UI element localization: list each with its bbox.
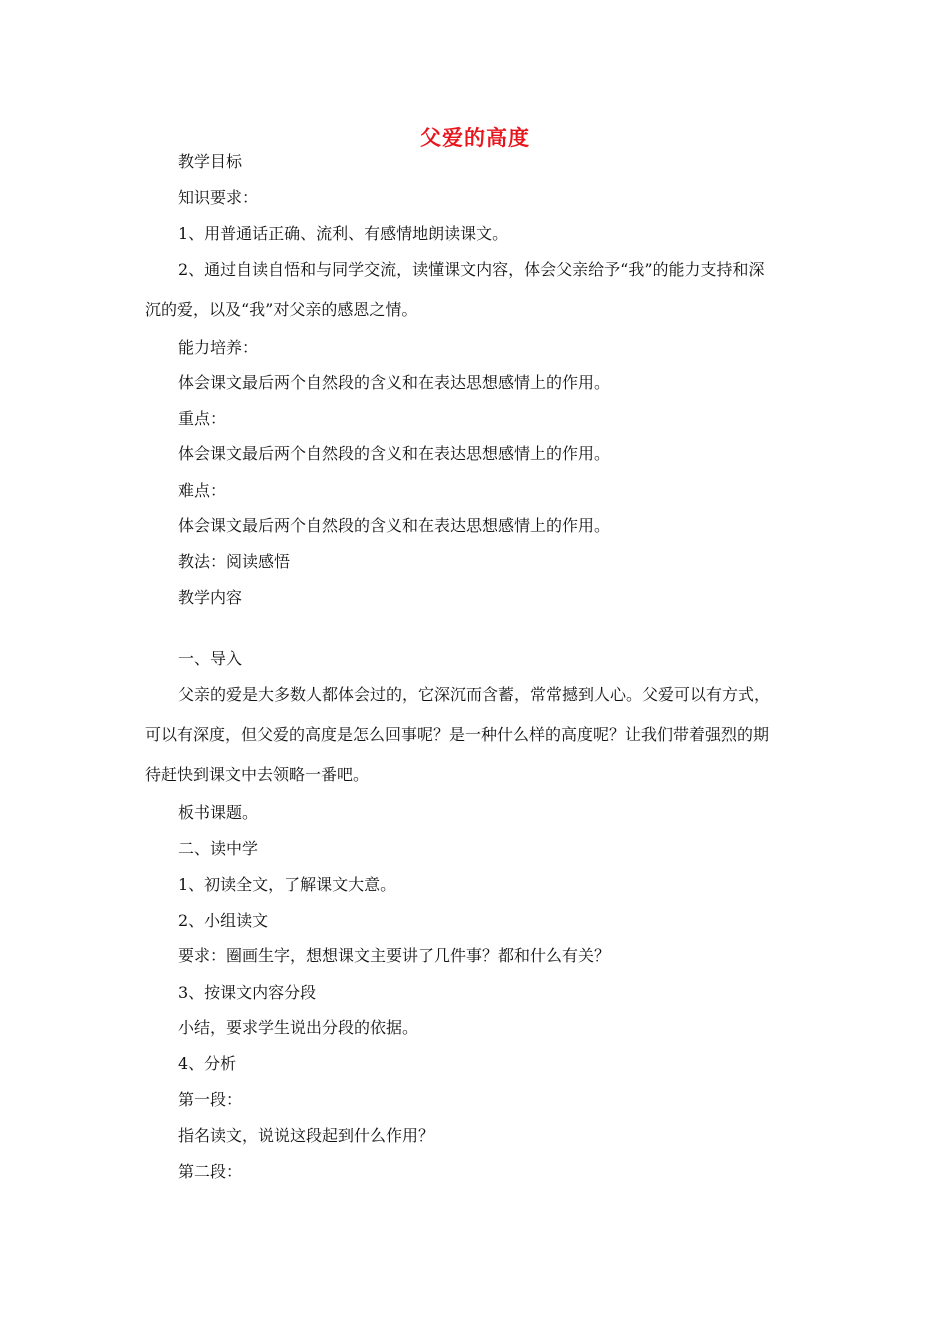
text-line: 教学目标: [178, 152, 243, 171]
text-line: 4、分析: [178, 1054, 237, 1073]
text-line: 可以有深度，但父爱的高度是怎么回事呢？是一种什么样的高度呢？让我们带着强烈的期: [145, 725, 770, 744]
text-line: 知识要求：: [178, 188, 259, 207]
text-line: 1、用普通话正确、流利、有感情地朗读课文。: [178, 224, 509, 243]
text-line: 1、初读全文，了解课文大意。: [178, 875, 397, 894]
text-line: 父亲的爱是大多数人都体会过的，它深沉而含蓄，常常撼到人心。父爱可以有方式，: [178, 685, 771, 704]
text-line: 体会课文最后两个自然段的含义和在表达思想感情上的作用。: [178, 516, 611, 535]
text-line: 教法：阅读感悟: [178, 552, 291, 571]
text-line: 第一段：: [178, 1090, 243, 1109]
text-line: 教学内容: [178, 588, 243, 607]
text-line: 2、小组读文: [178, 911, 269, 930]
text-line: 小结，要求学生说出分段的依据。: [178, 1018, 419, 1037]
text-line: 第二段：: [178, 1162, 243, 1181]
text-line: 待赶快到课文中去领略一番吧。: [145, 765, 370, 784]
text-line: 3、按课文内容分段: [178, 983, 317, 1002]
text-line: 指名读文，说说这段起到什么作用？: [178, 1126, 435, 1145]
text-line: 难点：: [178, 481, 227, 500]
text-line: 二、读中学: [178, 839, 259, 858]
text-line: 体会课文最后两个自然段的含义和在表达思想感情上的作用。: [178, 444, 611, 463]
text-line: 沉的爱，以及“我”对父亲的感恩之情。: [145, 300, 418, 319]
text-line: 板书课题。: [178, 803, 259, 822]
text-line: 要求：圈画生字，想想课文主要讲了几件事？都和什么有关？: [178, 946, 611, 965]
text-line: 体会课文最后两个自然段的含义和在表达思想感情上的作用。: [178, 373, 611, 392]
document-title: 父爱的高度: [420, 125, 530, 150]
text-line: 能力培养：: [178, 338, 259, 357]
text-line: 一、导入: [178, 649, 243, 668]
text-line: 2、通过自读自悟和与同学交流，读懂课文内容，体会父亲给予“我”的能力支持和深: [178, 260, 765, 279]
text-line: 重点：: [178, 409, 227, 428]
